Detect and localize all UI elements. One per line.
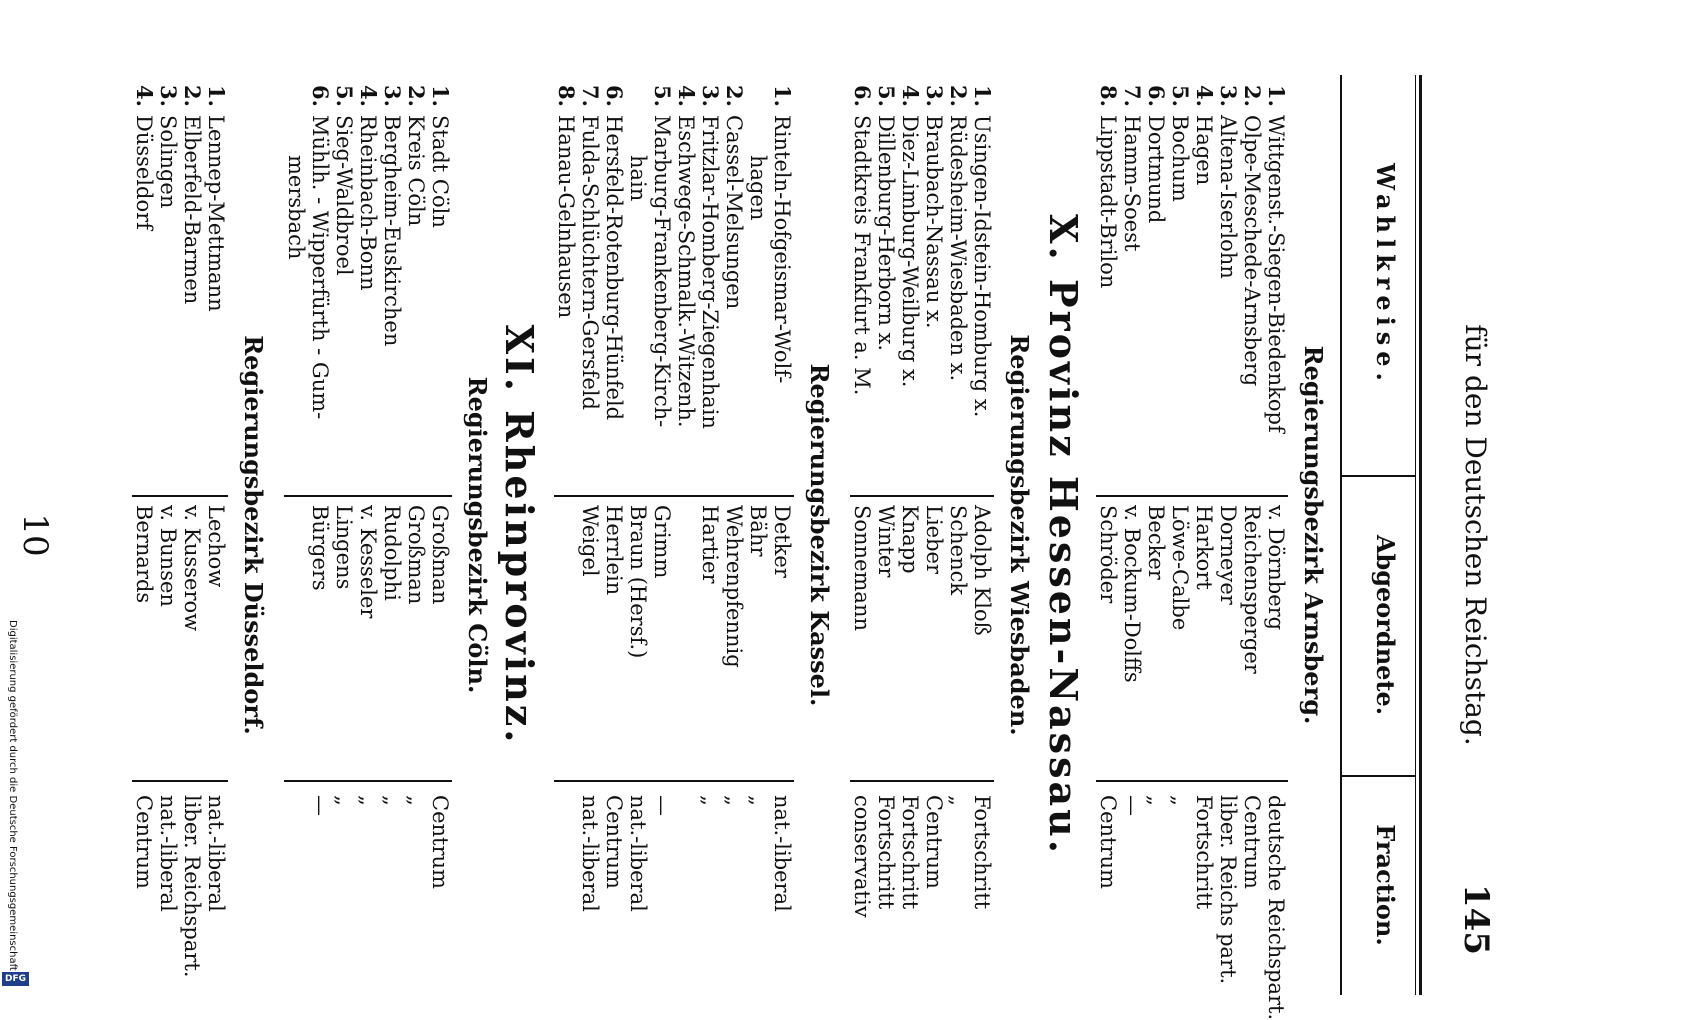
table-row: 5. Bochum Löwe-Calbe „ (1168, 85, 1193, 806)
scanned-page (0, 75, 1500, 1020)
table-row: mersbach (284, 155, 308, 260)
table-row: 2. Elberfeld-Barmen v. Kusserow liber. Reichspart. (180, 85, 205, 978)
table-row: 7. Fulda-Schlüchtern-Gersfeld Weigel nat.-liberal (578, 85, 603, 912)
section-title-rheinprovinz: XI. Rheinprovinz. (497, 324, 542, 746)
signature-number: 10 (15, 513, 55, 557)
table-row: hain Braun (Hersf.) nat.-liberal (626, 155, 650, 912)
table-row: 1. Rinteln-Hofgeismar-Wolf- Detker nat.-liberal (770, 85, 795, 912)
table-row: 1. Wittgenst.-Siegen-Biedenkopf v. Dörnberg deutsche Reichspart. (1264, 85, 1289, 1020)
column-separator (1342, 475, 1415, 477)
column-header-wahlkreise: Wahlkreise. (1371, 163, 1400, 387)
table-row: 2. Kreis Cöln Großman „ (404, 85, 429, 806)
table-row: 6. Dortmund Becker „ (1144, 85, 1169, 806)
section-title-hessen-nassau: X. Provinz Hessen-Nassau. (1041, 214, 1086, 856)
header-rule (1340, 75, 1342, 995)
table-row: 8. Hanau-Gelnhausen (554, 85, 579, 319)
column-header-fraction: Fraction. (1371, 824, 1400, 946)
bezirk-title-duesseldorf: Regierungsbezirk Düsseldorf. (239, 335, 268, 735)
table-wiesbaden (850, 75, 994, 995)
column-separator (1342, 775, 1415, 777)
dfg-credit: Digitalisierung gefördert durch die Deutsche Forschungsgemeinschaft (7, 620, 18, 971)
table-row: 4. Eschwege-Schmalk.-Witzenh. (674, 85, 699, 428)
page-number: 145 (1456, 884, 1496, 955)
table-row: 2. Cassel-Melsungen Wehrenpfennig „ (722, 85, 747, 806)
page-title: für den Deutschen Reichstag. (1459, 324, 1492, 746)
table-arnsberg (1096, 75, 1289, 1020)
table-row: 6. Mühlh. - Wipperfürth - Gum- Bürgers — (308, 85, 333, 816)
table-row: 5. Marburg-Frankenberg-Kirch- Grimm — (650, 85, 675, 816)
bezirk-title-coeln: Regierungsbezirk Cöln. (463, 376, 492, 694)
bezirk-title-wiesbaden: Regierungsbezirk Wiesbaden. (1005, 334, 1034, 736)
table-row: 4. Diez-Limburg-Weilburg x. Knapp Fortschritt (898, 85, 923, 910)
table-row: 1. Stadt Cöln Großman Centrum (428, 85, 453, 889)
table-row: 4. Hagen Harkort Fortschritt (1192, 85, 1217, 910)
table-row: 1. Usingen-Idstein-Homburg x. Adolph Kloß Fortschritt (970, 85, 995, 910)
table-row: 2. Olpe-Meschede-Arnsberg Reichensperger Centrum (1240, 85, 1265, 889)
table-row: 8. Lippstadt-Brilon Schröder Centrum (1096, 85, 1121, 889)
table-coeln (284, 75, 452, 995)
table-row: 2. Rüdesheim-Wiesbaden x. Schenck „ (946, 85, 971, 806)
table-kassel (554, 75, 794, 995)
table-row: 5. Sieg-Waldbroel Lingens „ (332, 85, 357, 806)
table-row: 6. Stadtkreis Frankfurt a. M. Sonnemann conservativ (850, 85, 875, 918)
column-header-abgeordnete: Abgeordnete. (1371, 534, 1400, 716)
table-row: 5. Dillenburg-Herborn x. Winter Fortschritt (874, 85, 899, 910)
table-row: 3. Braubach-Nassau x. Lieber Centrum (922, 85, 947, 889)
top-rule (1419, 75, 1422, 995)
table-row: 3. Fritzlar-Homberg-Ziegenhain Hartier „ (698, 85, 723, 806)
table-row: 3. Bergheim-Euskirchen Rudolphi „ (380, 85, 405, 806)
table-row: 3. Altena-Iserlohn Dorneyer liber. Reichs part. (1216, 85, 1241, 985)
table-row: hagen Bähr „ (746, 155, 770, 806)
table-row: 3. Solingen v. Bunsen nat.-liberal (156, 85, 181, 912)
top-rule-thin (1415, 75, 1416, 995)
bezirk-title-arnsberg: Regierungsbezirk Arnsberg. (1299, 345, 1328, 725)
bezirk-title-kassel: Regierungsbezirk Kassel. (805, 363, 834, 707)
table-duesseldorf (132, 75, 228, 995)
table-row: 4. Düsseldorf Bernards Centrum (132, 85, 157, 889)
table-row: 4. Rheinbach-Bonn v. Kesseler „ (356, 85, 381, 806)
page-header (1440, 75, 1500, 995)
table-row: 1. Lennep-Mettmann Lechow nat.-liberal (204, 85, 229, 912)
table-row: 7. Hamm-Soest v. Bockum-Dolffs — (1120, 85, 1145, 816)
dfg-logo: DFG (2, 972, 29, 986)
table-row: 6. Hersfeld-Rotenburg-Hünfeld Herrlein Centrum (602, 85, 627, 889)
